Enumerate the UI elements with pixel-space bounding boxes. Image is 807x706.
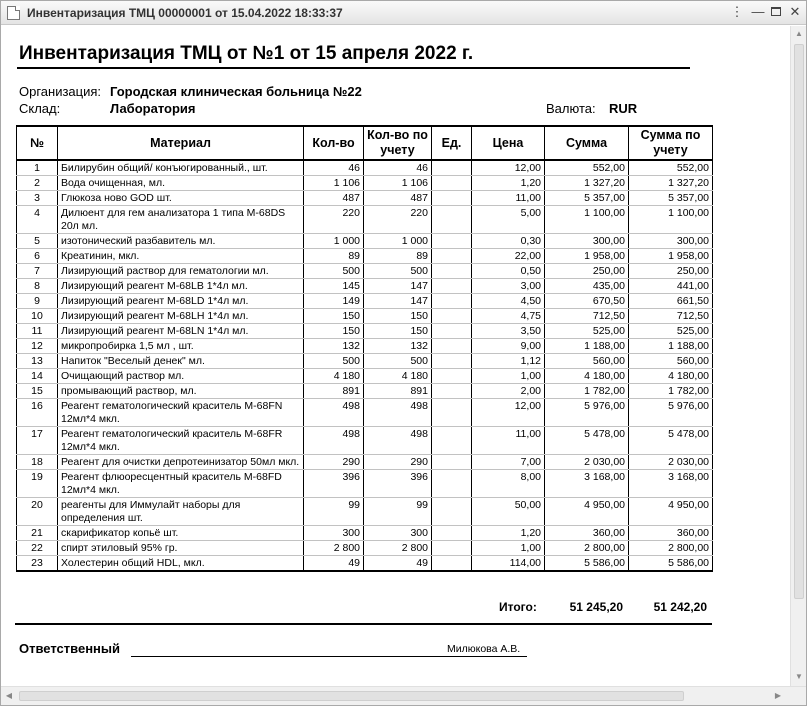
- row-number: 10: [17, 309, 58, 324]
- row-quantity-accounted: 89: [364, 249, 432, 264]
- row-sum: 552,00: [545, 160, 629, 176]
- inventory-table: [16, 125, 713, 572]
- warehouse-label: Склад:: [19, 101, 61, 116]
- table-row: [17, 191, 713, 206]
- row-material: Вода очищенная, мл.: [58, 176, 304, 191]
- row-material: изотонический разбавитель мл.: [58, 234, 304, 249]
- row-unit: [432, 354, 472, 369]
- document-content: [1, 26, 790, 686]
- row-material: Лизирующий реагент M-68LD 1*4л мл.: [58, 294, 304, 309]
- row-price: 1,12: [472, 354, 545, 369]
- row-price: 11,00: [472, 191, 545, 206]
- row-material: скарификатор копьё шт.: [58, 526, 304, 541]
- row-sum: 670,50: [545, 294, 629, 309]
- row-quantity-accounted: 498: [364, 399, 432, 427]
- totals-divider: [15, 623, 712, 625]
- responsible-name: Милюкова А.В.: [447, 643, 521, 655]
- row-sum: 712,50: [545, 309, 629, 324]
- table-row: [17, 176, 713, 191]
- totals-sum: 51 245,20: [569, 600, 623, 614]
- table-row: [17, 427, 713, 455]
- row-price: 50,00: [472, 498, 545, 526]
- row-unit: [432, 176, 472, 191]
- row-sum: 560,00: [545, 354, 629, 369]
- header-material: Материал: [58, 126, 304, 160]
- row-quantity-accounted: 2 800: [364, 541, 432, 556]
- row-sum-accounted: 5 586,00: [629, 556, 713, 572]
- row-quantity: 89: [304, 249, 364, 264]
- row-unit: [432, 427, 472, 455]
- row-number: 22: [17, 541, 58, 556]
- row-material: Напиток "Веселый денек" мл.: [58, 354, 304, 369]
- organization-label: Организация:: [19, 84, 102, 99]
- row-material: Глюкоза ново GOD шт.: [58, 191, 304, 206]
- row-quantity: 99: [304, 498, 364, 526]
- table-row: [17, 294, 713, 309]
- horizontal-scrollbar[interactable]: [1, 686, 806, 705]
- table-header-row: [17, 126, 713, 160]
- row-quantity: 300: [304, 526, 364, 541]
- row-unit: [432, 399, 472, 427]
- row-quantity: 487: [304, 191, 364, 206]
- row-material: Лизирующий реагент M-68LB 1*4л мл.: [58, 279, 304, 294]
- row-price: 5,00: [472, 206, 545, 234]
- header-quantity-accounted: Кол-во по учету: [364, 126, 432, 160]
- row-number: 6: [17, 249, 58, 264]
- row-quantity-accounted: 487: [364, 191, 432, 206]
- row-sum-accounted: 1 100,00: [629, 206, 713, 234]
- row-sum: 1 958,00: [545, 249, 629, 264]
- row-sum-accounted: 1 188,00: [629, 339, 713, 354]
- vertical-scrollbar[interactable]: [790, 26, 806, 686]
- row-quantity-accounted: 396: [364, 470, 432, 498]
- row-price: 0,50: [472, 264, 545, 279]
- row-sum-accounted: 661,50: [629, 294, 713, 309]
- row-quantity: 150: [304, 324, 364, 339]
- row-quantity: 150: [304, 309, 364, 324]
- title-bar[interactable]: [1, 1, 806, 25]
- row-sum: 1 100,00: [545, 206, 629, 234]
- row-quantity: 396: [304, 470, 364, 498]
- row-sum: 435,00: [545, 279, 629, 294]
- row-number: 8: [17, 279, 58, 294]
- row-quantity-accounted: 147: [364, 294, 432, 309]
- row-quantity: 132: [304, 339, 364, 354]
- table-row: [17, 384, 713, 399]
- row-quantity: 1 000: [304, 234, 364, 249]
- row-material: Лизирующий реагент M-68LH 1*4л мл.: [58, 309, 304, 324]
- row-sum-accounted: 560,00: [629, 354, 713, 369]
- row-number: 7: [17, 264, 58, 279]
- row-material: Холестерин общий HDL, мкл.: [58, 556, 304, 572]
- row-unit: [432, 294, 472, 309]
- row-unit: [432, 234, 472, 249]
- row-unit: [432, 455, 472, 470]
- row-number: 11: [17, 324, 58, 339]
- row-sum: 1 188,00: [545, 339, 629, 354]
- row-quantity-accounted: 46: [364, 160, 432, 176]
- row-quantity-accounted: 147: [364, 279, 432, 294]
- row-price: 1,20: [472, 526, 545, 541]
- row-number: 18: [17, 455, 58, 470]
- row-quantity: 2 800: [304, 541, 364, 556]
- row-quantity: 891: [304, 384, 364, 399]
- row-number: 4: [17, 206, 58, 234]
- scroll-down-icon[interactable]: ▼: [795, 672, 803, 681]
- row-sum-accounted: 300,00: [629, 234, 713, 249]
- close-button[interactable]: ✕: [789, 4, 801, 19]
- window-menu-button[interactable]: ⋮: [730, 4, 744, 19]
- currency-value: RUR: [609, 101, 638, 116]
- row-number: 1: [17, 160, 58, 176]
- scroll-right-icon[interactable]: ▶: [774, 691, 782, 700]
- row-quantity-accounted: 4 180: [364, 369, 432, 384]
- row-sum-accounted: 712,50: [629, 309, 713, 324]
- row-sum-accounted: 525,00: [629, 324, 713, 339]
- table-row: [17, 324, 713, 339]
- row-sum-accounted: 4 180,00: [629, 369, 713, 384]
- row-sum-accounted: 360,00: [629, 526, 713, 541]
- table-row: [17, 498, 713, 526]
- row-price: 114,00: [472, 556, 545, 572]
- title-divider: [17, 67, 690, 69]
- row-price: 0,30: [472, 234, 545, 249]
- row-number: 3: [17, 191, 58, 206]
- row-number: 14: [17, 369, 58, 384]
- table-row: [17, 354, 713, 369]
- row-unit: [432, 556, 472, 572]
- row-sum-accounted: 1 782,00: [629, 384, 713, 399]
- row-sum: 360,00: [545, 526, 629, 541]
- row-sum-accounted: 1 327,20: [629, 176, 713, 191]
- row-material: Дилюент для гем анализатора 1 типа M-68DS 20л мл.: [58, 206, 304, 234]
- row-unit: [432, 541, 472, 556]
- table-row: [17, 470, 713, 498]
- row-price: 4,50: [472, 294, 545, 309]
- row-quantity: 145: [304, 279, 364, 294]
- row-unit: [432, 309, 472, 324]
- row-sum-accounted: 1 958,00: [629, 249, 713, 264]
- row-material: промывающий раствор, мл.: [58, 384, 304, 399]
- table-row: [17, 369, 713, 384]
- row-price: 2,00: [472, 384, 545, 399]
- row-quantity-accounted: 500: [364, 264, 432, 279]
- row-number: 19: [17, 470, 58, 498]
- row-price: 12,00: [472, 399, 545, 427]
- table-row: [17, 339, 713, 354]
- signature-line: [131, 656, 527, 657]
- row-sum: 1 327,20: [545, 176, 629, 191]
- row-material: Билирубин общий/ конъюгированный., шт.: [58, 160, 304, 176]
- row-number: 20: [17, 498, 58, 526]
- row-sum-accounted: 441,00: [629, 279, 713, 294]
- row-price: 9,00: [472, 339, 545, 354]
- table-row: [17, 541, 713, 556]
- row-quantity: 149: [304, 294, 364, 309]
- row-sum-accounted: 2 800,00: [629, 541, 713, 556]
- header-quantity: Кол-во: [304, 126, 364, 160]
- table-row: [17, 556, 713, 572]
- row-quantity-accounted: 891: [364, 384, 432, 399]
- row-unit: [432, 498, 472, 526]
- row-sum: 5 976,00: [545, 399, 629, 427]
- row-unit: [432, 470, 472, 498]
- row-price: 8,00: [472, 470, 545, 498]
- table-row: [17, 455, 713, 470]
- row-price: 22,00: [472, 249, 545, 264]
- row-unit: [432, 206, 472, 234]
- row-sum-accounted: 5 976,00: [629, 399, 713, 427]
- row-sum-accounted: 552,00: [629, 160, 713, 176]
- organization-value: Городская клиническая больница №22: [110, 84, 362, 99]
- table-row: [17, 279, 713, 294]
- row-number: 9: [17, 294, 58, 309]
- row-sum-accounted: 5 357,00: [629, 191, 713, 206]
- row-number: 5: [17, 234, 58, 249]
- row-material: Реагент гематологический краситель M-68FN 12мл*4 мкл.: [58, 399, 304, 427]
- row-sum: 5 478,00: [545, 427, 629, 455]
- row-unit: [432, 339, 472, 354]
- row-material: спирт этиловый 95% гр.: [58, 541, 304, 556]
- table-row: [17, 264, 713, 279]
- maximize-button[interactable]: [768, 4, 784, 20]
- row-material: Лизирующий раствор для гематологии мл.: [58, 264, 304, 279]
- horizontal-scroll-thumb[interactable]: [19, 691, 684, 701]
- totals-label: Итого:: [499, 600, 537, 614]
- table-row: [17, 399, 713, 427]
- row-sum-accounted: 2 030,00: [629, 455, 713, 470]
- warehouse-value: Лаборатория: [110, 101, 196, 116]
- scroll-up-icon[interactable]: ▲: [795, 29, 803, 38]
- row-sum: 2 030,00: [545, 455, 629, 470]
- row-sum: 4 950,00: [545, 498, 629, 526]
- row-quantity-accounted: 300: [364, 526, 432, 541]
- row-material: Реагент для очистки депротеинизатор 50мл мкл.: [58, 455, 304, 470]
- row-price: 7,00: [472, 455, 545, 470]
- row-sum: 4 180,00: [545, 369, 629, 384]
- row-material: Очищающий раствор мл.: [58, 369, 304, 384]
- row-sum-accounted: 5 478,00: [629, 427, 713, 455]
- row-quantity: 4 180: [304, 369, 364, 384]
- row-material: реагенты для Иммулайт наборы для определения шт.: [58, 498, 304, 526]
- row-quantity-accounted: 500: [364, 354, 432, 369]
- header-price: Цена: [472, 126, 545, 160]
- minimize-button[interactable]: —: [751, 4, 765, 19]
- row-quantity-accounted: 150: [364, 324, 432, 339]
- row-sum-accounted: 4 950,00: [629, 498, 713, 526]
- row-material: Креатинин, мкл.: [58, 249, 304, 264]
- row-quantity: 500: [304, 264, 364, 279]
- header-unit: Ед.: [432, 126, 472, 160]
- row-quantity-accounted: 132: [364, 339, 432, 354]
- row-sum-accounted: 250,00: [629, 264, 713, 279]
- row-price: 12,00: [472, 160, 545, 176]
- row-unit: [432, 249, 472, 264]
- row-price: 1,00: [472, 369, 545, 384]
- row-quantity: 500: [304, 354, 364, 369]
- row-unit: [432, 526, 472, 541]
- row-material: Реагент гематологический краситель M-68FR 12мл*4 мкл.: [58, 427, 304, 455]
- row-quantity: 220: [304, 206, 364, 234]
- row-quantity: 1 106: [304, 176, 364, 191]
- row-material: микропробирка 1,5 мл , шт.: [58, 339, 304, 354]
- row-quantity: 498: [304, 427, 364, 455]
- row-price: 11,00: [472, 427, 545, 455]
- row-sum: 250,00: [545, 264, 629, 279]
- row-quantity: 46: [304, 160, 364, 176]
- row-number: 16: [17, 399, 58, 427]
- row-unit: [432, 191, 472, 206]
- header-sum-accounted: Сумма по учету: [629, 126, 713, 160]
- row-sum: 5 357,00: [545, 191, 629, 206]
- header-number: №: [17, 126, 58, 160]
- row-unit: [432, 324, 472, 339]
- row-price: 3,00: [472, 279, 545, 294]
- row-unit: [432, 369, 472, 384]
- table-row: [17, 249, 713, 264]
- row-quantity-accounted: 220: [364, 206, 432, 234]
- row-unit: [432, 384, 472, 399]
- vertical-scroll-thumb[interactable]: [794, 44, 804, 599]
- row-material: Лизирующий реагент M-68LN 1*4л мл.: [58, 324, 304, 339]
- document-title: Инвентаризация ТМЦ от №1 от 15 апреля 2022 г.: [19, 43, 474, 64]
- row-sum: 3 168,00: [545, 470, 629, 498]
- row-quantity-accounted: 1 106: [364, 176, 432, 191]
- responsible-label: Ответственный: [19, 641, 120, 656]
- row-unit: [432, 279, 472, 294]
- row-quantity: 49: [304, 556, 364, 572]
- document-icon: [7, 6, 20, 20]
- row-sum: 2 800,00: [545, 541, 629, 556]
- row-sum-accounted: 3 168,00: [629, 470, 713, 498]
- table-row: [17, 234, 713, 249]
- row-number: 15: [17, 384, 58, 399]
- header-sum: Сумма: [545, 126, 629, 160]
- row-unit: [432, 264, 472, 279]
- row-quantity-accounted: 150: [364, 309, 432, 324]
- row-number: 12: [17, 339, 58, 354]
- totals-sum-accounted: 51 242,20: [653, 600, 707, 614]
- row-quantity-accounted: 1 000: [364, 234, 432, 249]
- row-price: 1,00: [472, 541, 545, 556]
- table-row: [17, 206, 713, 234]
- table-row: [17, 309, 713, 324]
- row-price: 3,50: [472, 324, 545, 339]
- row-sum: 300,00: [545, 234, 629, 249]
- row-sum: 1 782,00: [545, 384, 629, 399]
- row-quantity-accounted: 498: [364, 427, 432, 455]
- currency-label: Валюта:: [546, 101, 596, 116]
- window-title: Инвентаризация ТМЦ 00000001 от 15.04.2022 18:33:37: [27, 6, 343, 20]
- row-quantity: 498: [304, 399, 364, 427]
- row-sum: 525,00: [545, 324, 629, 339]
- row-price: 4,75: [472, 309, 545, 324]
- row-quantity-accounted: 49: [364, 556, 432, 572]
- row-material: Реагент флюоресцентный краситель M-68FD 12мл*4 мкл.: [58, 470, 304, 498]
- row-unit: [432, 160, 472, 176]
- row-number: 2: [17, 176, 58, 191]
- maximize-icon: [771, 7, 781, 16]
- row-quantity-accounted: 99: [364, 498, 432, 526]
- scroll-left-icon[interactable]: ◀: [5, 691, 13, 700]
- table-row: [17, 526, 713, 541]
- row-quantity: 290: [304, 455, 364, 470]
- table-body: [17, 160, 713, 571]
- row-sum: 5 586,00: [545, 556, 629, 572]
- row-number: 21: [17, 526, 58, 541]
- row-quantity-accounted: 290: [364, 455, 432, 470]
- row-number: 23: [17, 556, 58, 572]
- row-number: 13: [17, 354, 58, 369]
- row-price: 1,20: [472, 176, 545, 191]
- row-number: 17: [17, 427, 58, 455]
- table-row: [17, 160, 713, 176]
